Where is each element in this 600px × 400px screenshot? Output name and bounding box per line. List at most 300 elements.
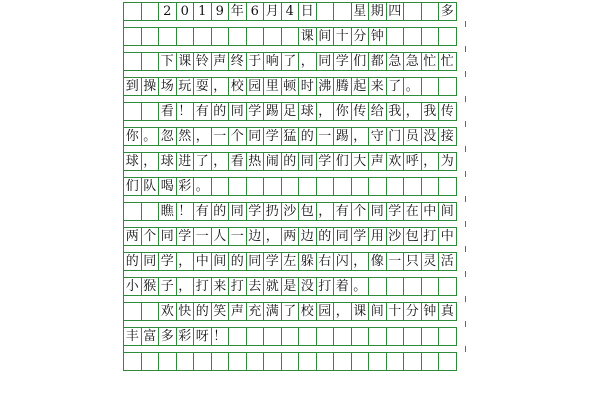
grid-cell: 没 (298, 277, 317, 296)
grid-cell: 接 (438, 127, 457, 146)
grid-cell: 9 (211, 2, 230, 21)
grid-cell: 丰 (123, 327, 142, 346)
grid-cell: 子 (158, 277, 177, 296)
grid-cell: 。 (403, 77, 422, 96)
grid-row (123, 52, 457, 71)
grid-cell: 就 (263, 277, 282, 296)
grid-cell: 课 (298, 27, 317, 46)
grid-cell (193, 352, 212, 371)
grid-cell: 没 (421, 127, 440, 146)
grid-cell (298, 177, 317, 196)
grid-cell: 踢 (333, 127, 352, 146)
grid-cell: 为 (438, 152, 457, 171)
grid-cell: 员 (403, 127, 422, 146)
composition-sheet (123, 0, 466, 400)
grid-cell: 1 (193, 2, 212, 21)
grid-row (123, 177, 457, 196)
grid-cell: 你 (333, 102, 352, 121)
grid-cell (141, 202, 160, 221)
grid-cell (316, 2, 335, 21)
grid-cell: 6 (246, 2, 265, 21)
grid-cell (141, 2, 160, 21)
grid-cell (438, 77, 457, 96)
grid-cell: 同 (333, 227, 352, 246)
grid-cell (263, 27, 282, 46)
grid-cell: 看 (228, 152, 247, 171)
grid-row (123, 102, 457, 121)
grid-cell (263, 177, 282, 196)
grid-cell (438, 277, 457, 296)
grid-cell (123, 302, 142, 321)
grid-cell: 园 (246, 77, 265, 96)
grid-cell: 喝 (158, 177, 177, 196)
grid-cell: 人 (211, 227, 230, 246)
grid-cell: 学 (176, 227, 195, 246)
grid-cell: 里 (263, 77, 282, 96)
grid-cell: 学 (246, 202, 265, 221)
grid-row (123, 302, 457, 321)
grid-cell: 大 (351, 152, 370, 171)
grid-cell: 分 (403, 302, 422, 321)
grid-cell: 打 (193, 277, 212, 296)
grid-cell: 们 (333, 152, 352, 171)
grid-cell: 进 (176, 152, 195, 171)
grid-cell (123, 2, 142, 21)
grid-cell: 闪 (333, 252, 352, 271)
grid-cell (403, 27, 422, 46)
grid-cell: 球 (123, 152, 142, 171)
grid-cell: 一 (211, 127, 230, 146)
grid-cell: 有 (193, 202, 212, 221)
grid-cell (176, 27, 195, 46)
grid-cell: 左 (281, 252, 300, 271)
grid-cell: 沙 (281, 202, 300, 221)
grid-cell: 场 (158, 77, 177, 96)
grid-cell (421, 2, 440, 21)
grid-cell: 十 (386, 302, 405, 321)
grid-cell: 的 (228, 252, 247, 271)
grid-cell (193, 27, 212, 46)
grid-cell (316, 352, 335, 371)
grid-cell: 踢 (263, 102, 282, 121)
grid-cell (281, 352, 300, 371)
grid-cell (421, 77, 440, 96)
grid-cell (386, 177, 405, 196)
grid-cell: 快 (176, 302, 195, 321)
grid-cell: 声 (228, 302, 247, 321)
grid-cell: 彩 (176, 327, 195, 346)
grid-cell: 个 (141, 227, 160, 246)
grid-cell: 打 (316, 277, 335, 296)
grid-cell (263, 352, 282, 371)
grid-cell (368, 352, 387, 371)
grid-cell: 钟 (368, 27, 387, 46)
grid-cell (403, 327, 422, 346)
grid-cell: 分 (351, 27, 370, 46)
grid-cell: 扔 (263, 202, 282, 221)
grid-cell (333, 327, 352, 346)
grid-cell (246, 177, 265, 196)
grid-cell: 同 (246, 127, 265, 146)
grid-cell (263, 327, 282, 346)
grid-cell: 中 (421, 202, 440, 221)
grid-cell: 声 (211, 52, 230, 71)
grid-cell (351, 327, 370, 346)
grid-cell (246, 352, 265, 371)
grid-cell: 包 (403, 227, 422, 246)
grid-cell (351, 352, 370, 371)
grid-cell: 像 (368, 252, 387, 271)
grid-cell (246, 27, 265, 46)
grid-cell: 活 (438, 252, 457, 271)
grid-cell: 期 (368, 2, 387, 21)
grid-cell (316, 177, 335, 196)
grid-cell: 足 (281, 102, 300, 121)
grid-cell: ， (316, 102, 335, 121)
grid-cell: 声 (368, 152, 387, 171)
grid-cell: ！ (176, 202, 195, 221)
grid-cell (368, 327, 387, 346)
grid-cell: 玩 (176, 77, 195, 96)
grid-cell (281, 327, 300, 346)
grid-cell: 守 (368, 127, 387, 146)
grid-cell: ， (193, 127, 212, 146)
grid-cell: 同 (228, 202, 247, 221)
grid-cell: 。 (193, 177, 212, 196)
grid-cell: 钟 (421, 302, 440, 321)
grid-cell: 传 (351, 102, 370, 121)
grid-cell: 顿 (281, 77, 300, 96)
grid-cell: 校 (298, 302, 317, 321)
grid-cell: 十 (333, 27, 352, 46)
grid-cell: 了 (386, 77, 405, 96)
grid-cell: ， (211, 152, 230, 171)
grid-cell: 的 (316, 227, 335, 246)
grid-cell: 是 (281, 277, 300, 296)
grid-cell (158, 27, 177, 46)
grid-cell (123, 102, 142, 121)
grid-cell (421, 327, 440, 346)
grid-cell: ， (351, 252, 370, 271)
grid-cell: 我 (386, 102, 405, 121)
grid-cell: 耍 (193, 77, 212, 96)
grid-cell (438, 27, 457, 46)
grid-cell (141, 27, 160, 46)
grid-cell: 学 (351, 227, 370, 246)
grid-cell: 响 (263, 52, 282, 71)
grid-cell: 同 (316, 52, 335, 71)
grid-cell: 操 (141, 77, 160, 96)
grid-cell (123, 27, 142, 46)
grid-cell: 的 (123, 252, 142, 271)
grid-cell: 铃 (193, 52, 212, 71)
grid-cell: 只 (403, 252, 422, 271)
grid-cell (403, 277, 422, 296)
grid-cell: ， (176, 277, 195, 296)
grid-cell: 课 (351, 302, 370, 321)
grid-cell: 课 (176, 52, 195, 71)
grid-cell: 们 (123, 177, 142, 196)
grid-cell (438, 327, 457, 346)
grid-cell: 沸 (316, 77, 335, 96)
grid-cell: 起 (351, 77, 370, 96)
grid-cell: 两 (281, 227, 300, 246)
grid-cell: 球 (158, 152, 177, 171)
grid-cell (386, 352, 405, 371)
grid-cell (403, 352, 422, 371)
grid-cell (141, 102, 160, 121)
grid-cell: 欢 (158, 302, 177, 321)
grid-cell: ！ (176, 102, 195, 121)
grid-cell: 我 (421, 102, 440, 121)
grid-cell: 间 (316, 27, 335, 46)
grid-cell: 急 (386, 52, 405, 71)
grid-cell: 一 (386, 252, 405, 271)
grid-cell (386, 327, 405, 346)
grid-cell: ， (403, 102, 422, 121)
grid-cell: 欢 (386, 152, 405, 171)
grid-cell: 队 (141, 177, 160, 196)
grid-cell (438, 177, 457, 196)
grid-cell: ， (333, 302, 352, 321)
grid-cell: 球 (298, 102, 317, 121)
grid-cell: 四 (386, 2, 405, 21)
grid-cell (403, 177, 422, 196)
grid-cell: 沙 (386, 227, 405, 246)
grid-cell: 园 (316, 302, 335, 321)
grid-cell: 个 (228, 127, 247, 146)
grid-cell: 同 (158, 227, 177, 246)
grid-cell: 门 (386, 127, 405, 146)
grid-cell: ， (141, 152, 160, 171)
grid-cell (158, 352, 177, 371)
grid-cell: 学 (316, 152, 335, 171)
grid-cell: 一 (316, 127, 335, 146)
grid-row (123, 352, 457, 371)
grid-cell: 同 (246, 252, 265, 271)
grid-cell (141, 302, 160, 321)
grid-cell: 满 (263, 302, 282, 321)
grid-cell: 的 (193, 302, 212, 321)
grid-cell: 间 (368, 302, 387, 321)
grid-cell (298, 327, 317, 346)
grid-cell: 于 (246, 52, 265, 71)
grid-cell: 边 (246, 227, 265, 246)
grid-cell: 中 (193, 252, 212, 271)
grid-cell (281, 27, 300, 46)
grid-cell (281, 177, 300, 196)
grid-cell (246, 327, 265, 346)
grid-cell: 个 (351, 202, 370, 221)
grid-cell: 你 (123, 127, 142, 146)
grid-cell: 时 (298, 77, 317, 96)
grid-row (123, 127, 457, 146)
grid-cell: 同 (228, 102, 247, 121)
grid-cell: 校 (228, 77, 247, 96)
grid-cell: 着 (333, 277, 352, 296)
grid-cell: 呀 (193, 327, 212, 346)
grid-cell: ， (263, 227, 282, 246)
grid-cell: 了 (281, 52, 300, 71)
grid-cell: 瞧 (158, 202, 177, 221)
grid-cell (228, 27, 247, 46)
grid-row (123, 77, 457, 96)
grid-cell: 猴 (141, 277, 160, 296)
grid-cell: ， (176, 252, 195, 271)
grid-cell: 闹 (263, 152, 282, 171)
grid-cell: 学 (386, 202, 405, 221)
grid-cell: 传 (438, 102, 457, 121)
grid-cell: 们 (351, 52, 370, 71)
grid-row (123, 277, 457, 296)
grid-cell: 月 (263, 2, 282, 21)
grid-cell: 给 (368, 102, 387, 121)
grid-cell: 忙 (421, 52, 440, 71)
grid-cell: 急 (403, 52, 422, 71)
grid-cell: 来 (211, 277, 230, 296)
grid-cell (141, 352, 160, 371)
grid-cell (368, 277, 387, 296)
grid-cell: 日 (298, 2, 317, 21)
grid-cell: 有 (193, 102, 212, 121)
grid-cell (123, 202, 142, 221)
grid-cell: 学 (333, 52, 352, 71)
grid-cell (368, 177, 387, 196)
grid-cell (228, 327, 247, 346)
grid-cell: 4 (281, 2, 300, 21)
grid-cell: 学 (246, 102, 265, 121)
grid-cell: 同 (368, 202, 387, 221)
grid-cell: 灵 (421, 252, 440, 271)
grid-cell: 同 (141, 252, 160, 271)
grid-cell: 的 (298, 127, 317, 146)
grid-row (123, 152, 457, 171)
grid-cell: 多 (438, 2, 457, 21)
grid-cell: 间 (438, 202, 457, 221)
grid-cell: 了 (281, 302, 300, 321)
grid-cell: 真 (438, 302, 457, 321)
grid-cell: 小 (123, 277, 142, 296)
grid-cell (421, 177, 440, 196)
grid-cell: 的 (281, 152, 300, 171)
grid-cell (316, 327, 335, 346)
grid-cell: 年 (228, 2, 247, 21)
grid-cell (386, 27, 405, 46)
grid-row (123, 227, 457, 246)
grid-cell: ， (351, 127, 370, 146)
grid-cell: 。 (351, 277, 370, 296)
grid-cell: 忙 (438, 52, 457, 71)
grid-cell (351, 177, 370, 196)
grid-cell: 打 (228, 277, 247, 296)
grid-cell: 充 (246, 302, 265, 321)
grid-cell: 笑 (211, 302, 230, 321)
grid-cell: 学 (263, 252, 282, 271)
grid-cell: 打 (421, 227, 440, 246)
grid-cell (228, 177, 247, 196)
grid-cell: 一 (228, 227, 247, 246)
grid-cell: 来 (368, 77, 387, 96)
grid-cell: 中 (438, 227, 457, 246)
grid-cell: 。 (141, 127, 160, 146)
grid-cell: 热 (246, 152, 265, 171)
grid-cell: 到 (123, 77, 142, 96)
grid-cell: ， (298, 52, 317, 71)
grid-cell: 同 (298, 152, 317, 171)
grid-cell (403, 2, 422, 21)
grid-cell (141, 52, 160, 71)
grid-row (123, 27, 457, 46)
grid-cell (438, 352, 457, 371)
grid-row (123, 252, 457, 271)
grid-cell: 腾 (333, 77, 352, 96)
grid-cell: 多 (158, 327, 177, 346)
grid-cell: 的 (211, 102, 230, 121)
grid-cell: 富 (141, 327, 160, 346)
grid-cell: 然 (176, 127, 195, 146)
grid-cell (421, 277, 440, 296)
grid-cell: ， (211, 77, 230, 96)
grid-row (123, 2, 457, 21)
grid-cell (333, 352, 352, 371)
grid-cell: 忽 (158, 127, 177, 146)
grid-cell: 了 (193, 152, 212, 171)
grid-cell: 包 (298, 202, 317, 221)
grid-cell: 终 (228, 52, 247, 71)
grid-cell: 两 (123, 227, 142, 246)
grid-cell: 边 (298, 227, 317, 246)
grid-cell: ， (421, 152, 440, 171)
grid-cell (386, 277, 405, 296)
grid-cell: 去 (246, 277, 265, 296)
grid-cell: 呼 (403, 152, 422, 171)
grid-cell: 都 (368, 52, 387, 71)
grid-cell: 有 (333, 202, 352, 221)
grid-cell (211, 352, 230, 371)
grid-cell: 星 (351, 2, 370, 21)
grid-cell: 2 (158, 2, 177, 21)
grid-cell: 下 (158, 52, 177, 71)
grid-cell: 彩 (176, 177, 195, 196)
grid-cell: 一 (193, 227, 212, 246)
grid-cell: 的 (211, 202, 230, 221)
grid-cell (421, 27, 440, 46)
grid-cell: ， (316, 202, 335, 221)
grid-cell (228, 352, 247, 371)
grid-cell (421, 352, 440, 371)
grid-cell: ！ (211, 327, 230, 346)
grid-cell (176, 352, 195, 371)
grid-cell (298, 352, 317, 371)
grid-cell (333, 2, 352, 21)
grid-cell: 用 (368, 227, 387, 246)
grid-cell: 0 (176, 2, 195, 21)
grid-cell (211, 27, 230, 46)
grid-cell: 学 (263, 127, 282, 146)
grid-cell (211, 177, 230, 196)
grid-cell (123, 52, 142, 71)
grid-cell: 看 (158, 102, 177, 121)
grid-cell: 学 (158, 252, 177, 271)
grid-cell: 猛 (281, 127, 300, 146)
grid-cell: 在 (403, 202, 422, 221)
grid-row (123, 327, 457, 346)
grid-cell: 间 (211, 252, 230, 271)
grid-cell (333, 177, 352, 196)
grid-row (123, 202, 457, 221)
grid-cell (123, 352, 142, 371)
grid-cell: 右 (316, 252, 335, 271)
